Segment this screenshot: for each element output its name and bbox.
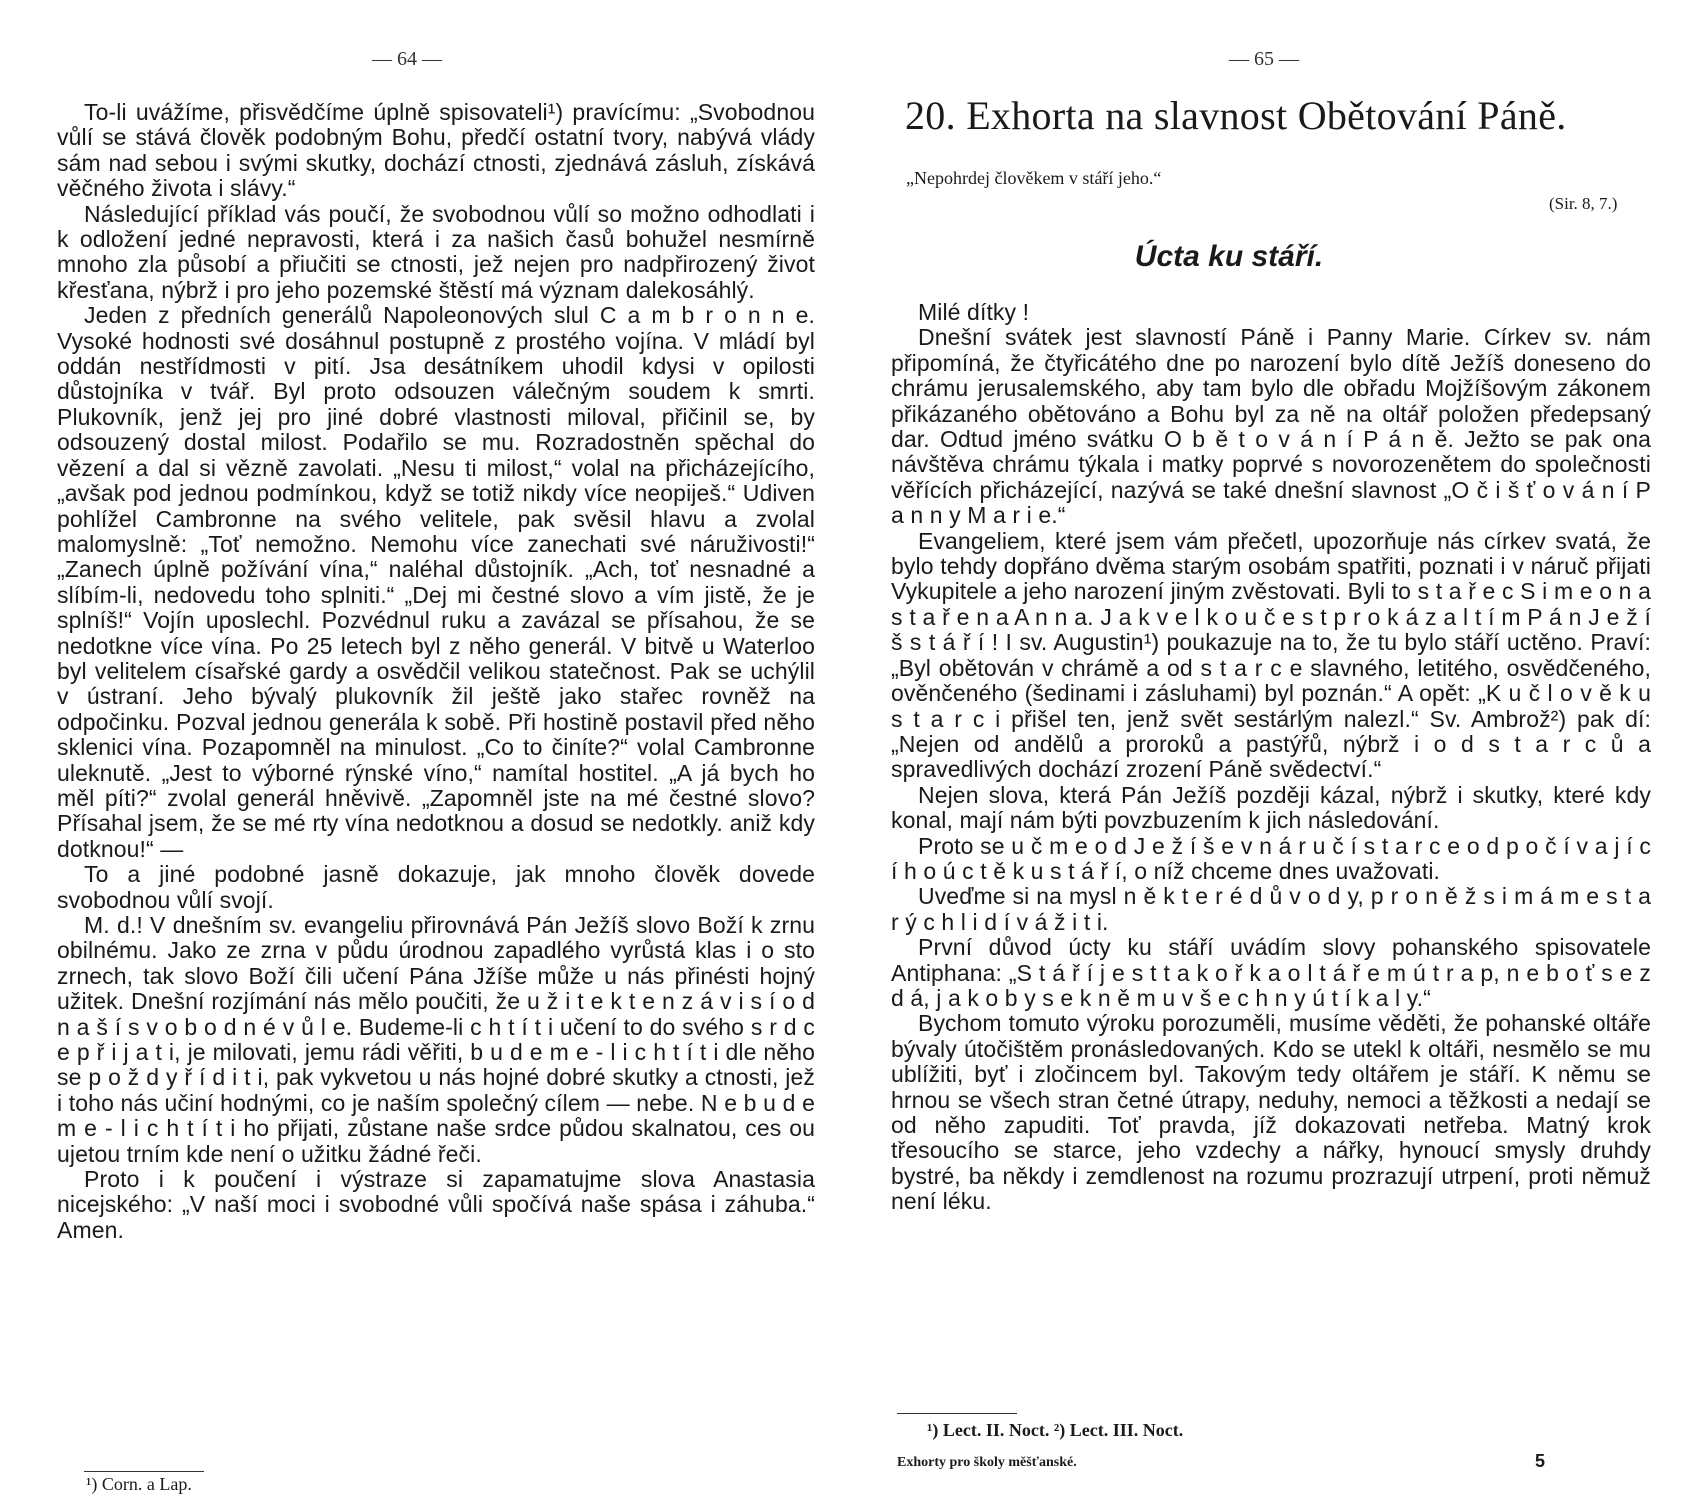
page-title: 20. Exhorta na slavnost Obětování Páně. — [905, 93, 1567, 138]
page-number: — 65 — — [1229, 48, 1299, 70]
paragraph: M. d.! V dnešním sv. evangeliu přirovnává Pán Ježíš slovo Boží k zrnu obilnému. Jako ze zrna v půdu úrodnou zapadlého vyrůstá klas i o sto zrnech, tak slovo Boží čili učení Pána Jžíše může u nás přinésti hojný užitek. Dnešní rozjímání nás mělo poučiti, že u ž i t e k t e n z á v i s í o d n a š í s v o b o d n é v ů l e. Budeme-li c h t í t i učení to do svého s r d c e p ř i j a t i, je milovati, jemu rádi věřiti, b u d e m e - l i c h t í t i dle něho se p o ž d y ř í d i t i, pak vykvetou u nás hojné dobré skutky a ctnosti, jež i toho nás učiní hodnými, co je naším společný cílem — nebe. N e b u d e m e - l i c h t í t i ho přijati, zůstane naše srdce půdou skalnatou, ces ou ujetou trním kde není o užitku žádné řeči. — [57, 912, 815, 1167]
paragraph: Následující příklad vás poučí, že svobodnou vůlí so možno odhodlati i k odložení jedné nepravosti, která i za našich časů bohužel nesmírně mnoho zla působí a přiučiti se ctnosti, jež nejen pro nadpřirozený život křesťana, nýbrž i pro jeho pozemské štěstí má význam dalekosáhlý. — [57, 200, 815, 303]
motto-quote: „Nepohrdej člověkem v stáří jeho.“ — [906, 168, 1162, 188]
paragraph: Dnešní svátek jest slavností Páně i Panny Marie. Církev sv. nám připomíná, že čtyřicátého dne po narození bylo dítě Ježíš doneseno do chrámu jerusalemského, aby tam bylo dle obřadu Mojžíšovým zákonem přikázaného obětováno a Bohu byl za ně na oltář položen předepsaný dar. Odtud jméno svátku O b ě t o v á n í P á n ě. Ježto se pak ona návštěva chrámu týkala i matky poprvé s novorozenětem do společnosti věřících přicházející, nazývá se také dnešní slavnost „O č i š ť o v á n í P a n n y M a r i e.“ — [891, 324, 1651, 529]
left-page-body — [57, 100, 815, 1243]
paragraph: Jeden z předních generálů Napoleonových slul C a m b r o n n e. Vysoké hodnosti své dosáhnul postupně z prostého vojína. V mládí byl oddán nestřídmosti v pití. Jsa desátníkem uhodil kdysi v opilosti důstojníka v tvář. Byl proto odsouzen válečným soudem k smrti. Plukovník, jenž jej pro jiné dobré vlastnosti miloval, přičinil se, by odsouzený dostal milost. Podařilo se mu. Rozradostněn spěchal do vězení a dal si vězně zavolati. „Nesu ti milost,“ volal na přicházejícího, „avšak pod jednou podmínkou, když se totiž nikdy více neopiješ.“ Udiven pohlížel Cambronne na svého velitele, pak svěsil hlavu a zvolal malomyslně: „Toť nemožno. Nemohu více zanechati své náruživosti!“ „Zanech úplně požívání vína,“ naléhal důstojník. „Ach, toť nesnadné a slíbím-li, nedovedu toho splniti.“ „Dej mi čestné slovo a vím jistě, že je splníš!“ Vojín uposlechl. Pozvédnul ruku a zavázal se přísahou, že se nedotkne více vína. Po 25 letech byl z něho generál. V bitvě u Waterloo byl velitelem císařské gardy a osvědčil velikou statečnost. Pak se uchýlil v ústraní. Jeho bývalý plukovník žil ještě jako stařec rovněž na odpočinku. Pozval jednou generála k sobě. Při hostině postavil před něho sklenici vína. Pozapomněl na minulost. „Co to činíte?“ volal Cambronne uleknutě. „Jest to výborné rýnské víno,“ namítal hostitel. „A já bych ho měl píti?“ zvolal generál hněvivě. „Zapomněl jste na mé čestné slovo? Přísahal jsem, že se mé rty vína nedotknou a dosud se nedotkly. aniž kdy dotknou!“ — — [57, 302, 815, 862]
footnote-divider — [897, 1413, 1017, 1414]
sheet-mark: 5 — [1535, 1451, 1546, 1471]
footnote-divider — [84, 1471, 204, 1472]
paragraph: Nejen slova, která Pán Ježíš později kázal, nýbrž i skutky, které kdy konal, mají nám býti povzbuzením k jich následování. — [891, 781, 1651, 834]
paragraph: To-li uvážíme, přisvědčíme úplně spisovateli¹) pravícímu: „Svobodnou vůlí se stává člověk podobným Bohu, předčí ostatní tvory, nabývá vlády sám nad sebou i svými skutky, dochází ctnosti, zjednává zásluh, získává věčného života i slávy.“ — [57, 99, 815, 202]
section-subtitle: Úcta ku stáří. — [1134, 240, 1324, 273]
paragraph: Proto se u č m e o d J e ž í š e v n á r u č í s t a r c e o d p o č í v a j í c í h o ú c t ě k u s t á ř í, o níž chceme dnes uvažovati. — [891, 832, 1651, 884]
page-number: — 64 — — [372, 48, 442, 70]
footnote: ¹) Corn. a Lap. — [86, 1474, 192, 1494]
footnote: ¹) Lect. II. Noct. ²) Lect. III. Noct. — [927, 1420, 1184, 1440]
right-page — [849, 0, 1698, 1500]
printer-signature: Exhorty pro školy měšťanské. — [897, 1455, 1077, 1470]
paragraph: Evangeliem, které jsem vám přečetl, upozorňuje nás církev svatá, že bylo tehdy dopřáno dvěma starým osobám spatřiti, poznati i v náruč přijati Vykupitele a jeho narození jiným zvěstovati. Byli to s t a ř e c S i m e o n a s t a ř e n a A n n a. J a k v e l k o u č e s t p r o k á z a l t í m P á n J e ž í š s t á ř í ! I sv. Augustin¹) poukazuje na to, že tu bylo stáří uctěno. Praví: „Byl obětován v chrámě a od s t a r c e slavného, letitého, osvědčeného, ověnčeného (šedinami i zásluhami) byl poznán.“ A opět: „K u č l o v ě k u s t a r c i přišel ten, jenž svět sestárlým nalezl.“ Sv. Ambrož²) pak dí: „Nejen od andělů a proroků a pastýřů, nýbrž i o d s t a r c ů a spravedlivých dochází zrození Páně svědectví.“ — [891, 527, 1651, 783]
greeting: Milé dítky ! — [918, 299, 1030, 325]
right-page-body — [891, 300, 1651, 1215]
motto-reference: (Sir. 8, 7.) — [1549, 194, 1618, 213]
paragraph: To a jiné podobné jasně dokazuje, jak mnoho člověk dovede svobodnou vůlí svojí. — [57, 861, 815, 913]
paragraph: První důvod úcty ku stáří uvádím slovy pohanského spisovatele Antiphana: „S t á ř í j e s t t a k o ř k a o l t á ř e m ú t r a p, n e b o ť s e z d á, j a k o b y s e k n ě m u v š e c h n y ú t í k a l y.“ — [891, 934, 1651, 1011]
paragraph: Proto i k poučení i výstraze si zapamatujme slova Anastasia nicejského: „V naší moci i svobodné vůli spočívá naše spása i záhuba.“ Amen. — [57, 1166, 815, 1243]
paragraph: Bychom tomuto výroku porozuměli, musíme věděti, že pohanské oltáře bývaly útočištěm pronásledovaných. Kdo se utekl k oltáři, nesmělo se mu ublížiti, byť i zločincem byl. Takovým tedy oltářem je stáří. K němu se hrnou se všech stran četné útrapy, neduhy, nemoci a těžkosti a nedají se od něho zapuditi. Toť pravda, jíž dokazovati netřeba. Matný krok třesoucího se starce, jeho vzdechy a nářky, hynoucí smysly druhdy bystré, ba někdy i zemdlenost na rozumu prozrazují utrpení, proti němuž není léku. — [891, 1010, 1651, 1215]
paragraph: Uveďme si na mysl n ě k t e r é d ů v o d y, p r o n ě ž s i m á m e s t a r ý c h l i d í v á ž i t i. — [891, 883, 1651, 935]
